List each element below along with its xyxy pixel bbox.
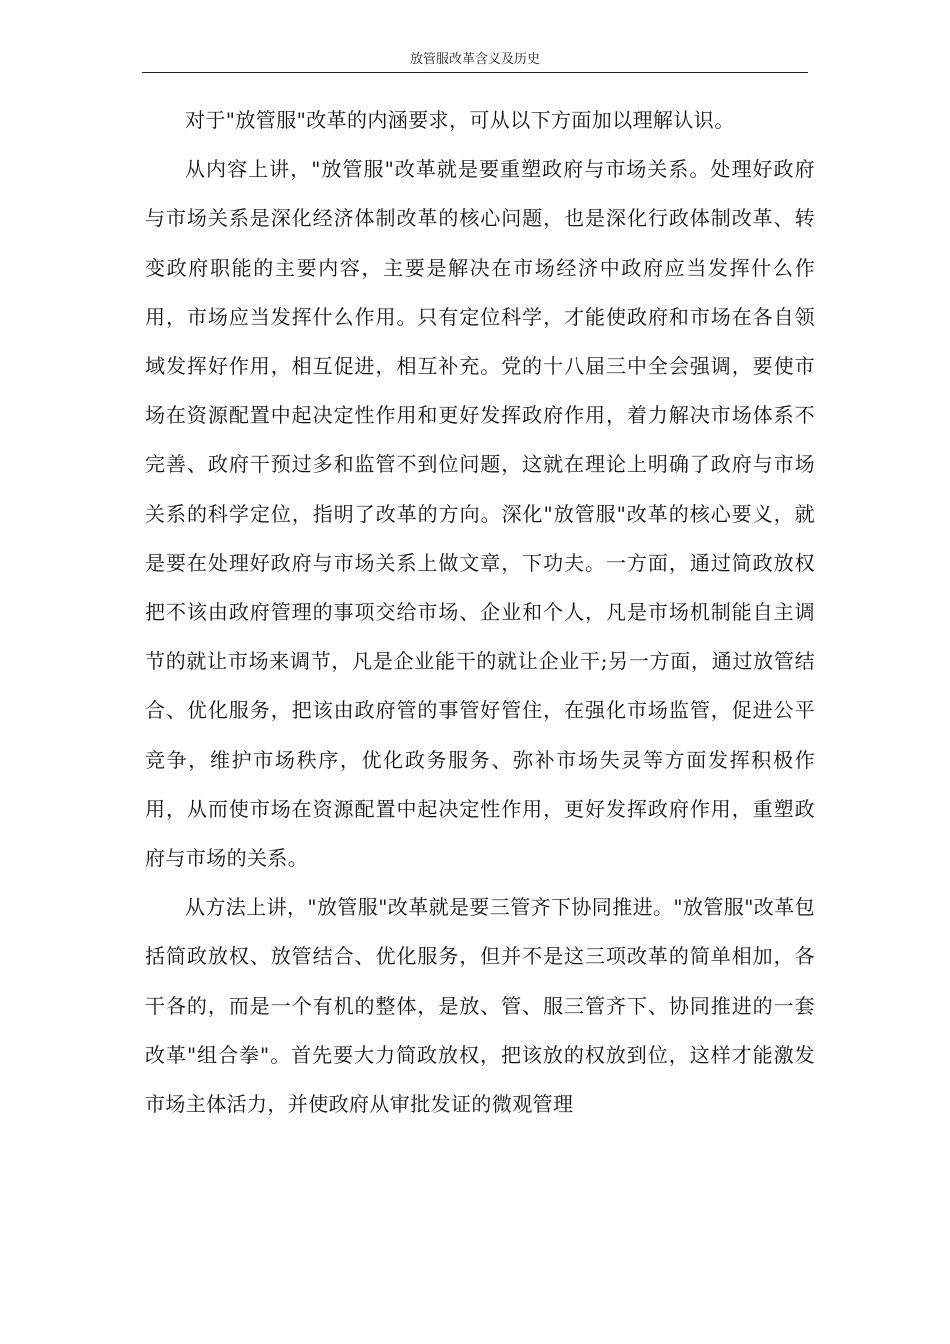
paragraph-method: 从方法上讲，"放管服"改革就是要三管齐下协同推进。"放管服"改革包括简政放权、放管结合、优化服务，但并不是这三项改革的简单相加，各干各的，而是一个有机的整体，是放、管、服三管齐下、协同推进的一套改革"组合拳"。首先要大力简政放权，把该放的权放到位，这样才能激发市场主体活力，并使政府从审批发证的微观管理 [145,895,815,1117]
paragraph-intro: 对于"放管服"改革的内涵要求，可从以下方面加以理解认识。 [185,108,735,132]
paragraph-content: 从内容上讲，"放管服"改革就是要重塑政府与市场关系。处理好政府与市场关系是深化经济体制改革的核心问题，也是深化行政体制改革、转变政府职能的主要内容，主要是解决在市场经济中政府应当发挥什么作用，市场应当发挥什么作用。只有定位科学，才能使政府和市场在各自领域发挥好作用，相互促进，相互补充。党的十八届三中全会强调，要使市场在资源配置中起决定性作用和更好发挥政府作用，着力解决市场体系不完善、政府干预过多和监管不到位问题，这就在理论上明确了政府与市场关系的科学定位，指明了改革的方向。深化"放管服"改革的核心要义，就是要在处理好政府与市场关系上做文章，下功夫。一方面，通过简政放权把不该由政府管理的事项交给市场、企业和个人，凡是市场机制能自主调节的就让市场来调节，凡是企业能干的就让企业干;另一方面，通过放管结合、优化服务，把该由政府管的事管好管住，在强化市场监管，促进公平竞争，维护市场秩序，优化政务服务、弥补市场失灵等方面发挥积极作用，从而使市场在资源配置中起决定性作用，更好发挥政府作用，重塑政府与市场的关系。 [145,157,815,871]
document-body [145,96,815,1129]
page-header: 放管服改革含义及历史 [142,50,808,73]
